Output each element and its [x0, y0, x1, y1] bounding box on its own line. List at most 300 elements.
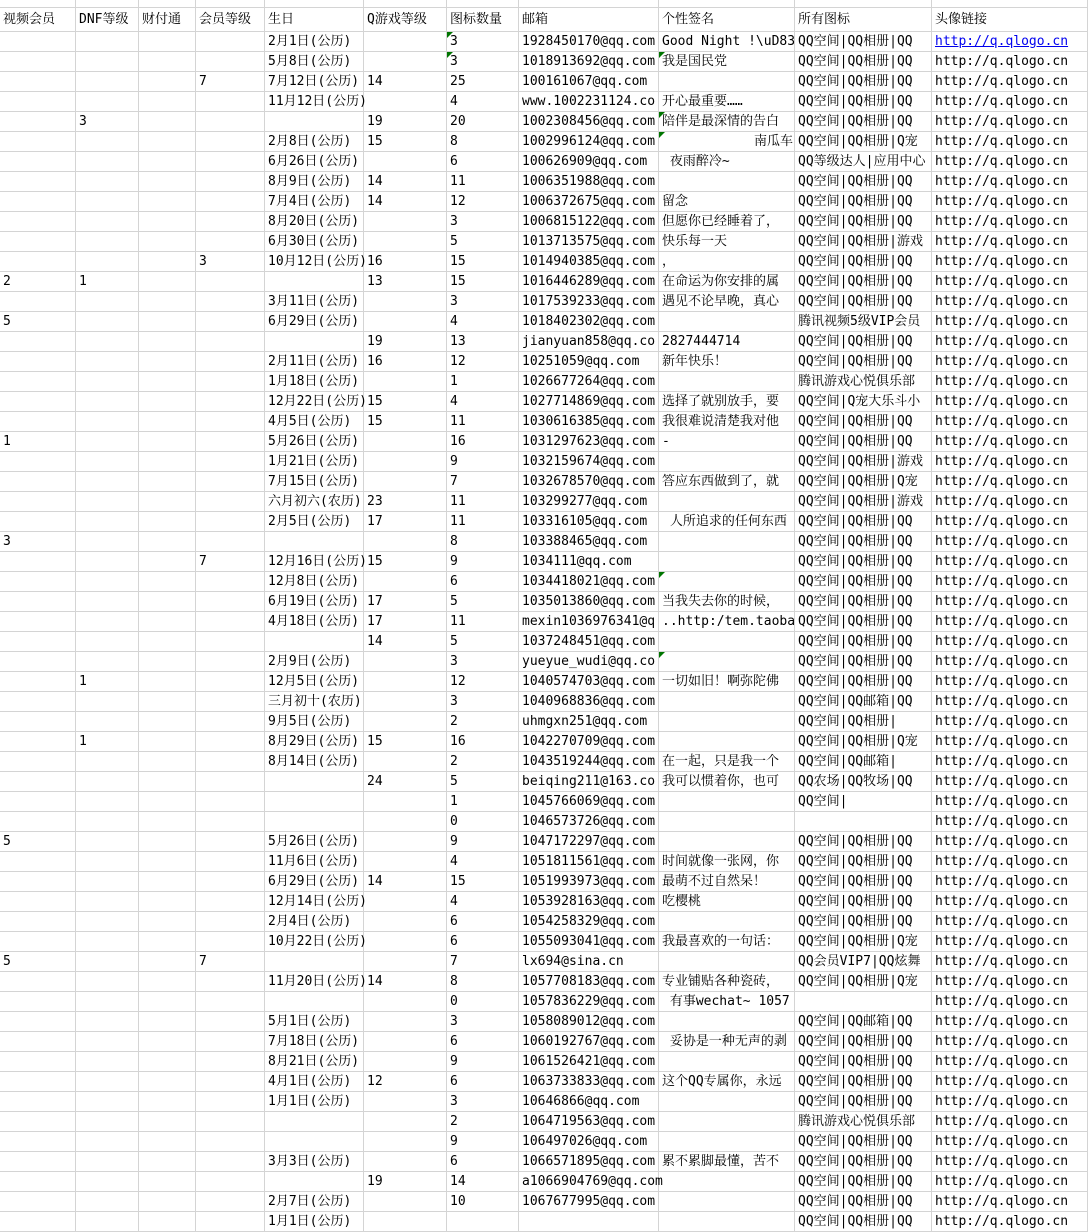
- cell-all-icons[interactable]: QQ空间|QQ相册|QQ: [795, 1192, 932, 1212]
- cell-qgame-level[interactable]: [364, 1212, 447, 1232]
- cell-video-vip[interactable]: [0, 892, 76, 912]
- cell-tenpay[interactable]: [139, 412, 196, 432]
- cell-all-icons[interactable]: QQ空间|QQ相册|QQ: [795, 1072, 932, 1092]
- cell-qgame-level[interactable]: 12: [364, 1072, 447, 1092]
- cell-birthday[interactable]: [265, 812, 364, 832]
- cell-vip-level[interactable]: [196, 812, 265, 832]
- cell-tenpay[interactable]: [139, 232, 196, 252]
- cell-video-vip[interactable]: [0, 352, 76, 372]
- cell-dnf-level[interactable]: 1: [76, 672, 139, 692]
- cell-icon-count[interactable]: 5: [447, 592, 519, 612]
- cell-email[interactable]: 1042270709@qq.com: [519, 732, 659, 752]
- header-all-icons[interactable]: 所有图标: [795, 8, 932, 32]
- cell-signature[interactable]: [659, 1192, 795, 1212]
- cell-birthday[interactable]: [265, 1132, 364, 1152]
- cell-vip-level[interactable]: [196, 452, 265, 472]
- cell-birthday[interactable]: 11月12日(公历): [265, 92, 364, 112]
- cell-icon-count[interactable]: 16: [447, 432, 519, 452]
- cell-avatar-link[interactable]: http://q.qlogo.cn: [932, 212, 1088, 232]
- cell-dnf-level[interactable]: [76, 1152, 139, 1172]
- cell-qgame-level[interactable]: [364, 892, 447, 912]
- cell-icon-count[interactable]: 25: [447, 72, 519, 92]
- cell-avatar-link[interactable]: http://q.qlogo.cn: [932, 772, 1088, 792]
- cell-video-vip[interactable]: 3: [0, 532, 76, 552]
- cell-email[interactable]: 1017539233@qq.com: [519, 292, 659, 312]
- cell-signature[interactable]: [659, 532, 795, 552]
- cell-birthday[interactable]: 6月19日(公历): [265, 592, 364, 612]
- cell-birthday[interactable]: 5月1日(公历): [265, 1012, 364, 1032]
- cell-signature[interactable]: [659, 372, 795, 392]
- cell-qgame-level[interactable]: [364, 152, 447, 172]
- cell-email[interactable]: 1064719563@qq.com: [519, 1112, 659, 1132]
- cell-vip-level[interactable]: [196, 1192, 265, 1212]
- cell-signature[interactable]: 开心最重要……: [659, 92, 795, 112]
- cell-all-icons[interactable]: QQ空间|QQ相册|QQ: [795, 872, 932, 892]
- header-icon-count[interactable]: 图标数量: [447, 8, 519, 32]
- cell-icon-count[interactable]: 7: [447, 952, 519, 972]
- cell-email[interactable]: 1057708183@qq.com: [519, 972, 659, 992]
- cell-tenpay[interactable]: [139, 572, 196, 592]
- cell-all-icons[interactable]: 腾讯游戏心悦俱乐部: [795, 372, 932, 392]
- cell-all-icons[interactable]: QQ空间|Q宠大乐斗小: [795, 392, 932, 412]
- cell-avatar-link[interactable]: http://q.qlogo.cn: [932, 632, 1088, 652]
- cell-signature[interactable]: 南瓜车: [659, 132, 795, 152]
- cell-icon-count[interactable]: 0: [447, 812, 519, 832]
- cell-vip-level[interactable]: [196, 932, 265, 952]
- cell-qgame-level[interactable]: 17: [364, 512, 447, 532]
- cell-avatar-link[interactable]: http://q.qlogo.cn: [932, 652, 1088, 672]
- cell-email[interactable]: 103299277@qq.com: [519, 492, 659, 512]
- cell-email[interactable]: mexin1036976341@q: [519, 612, 659, 632]
- cell-icon-count[interactable]: 2: [447, 752, 519, 772]
- cell-tenpay[interactable]: [139, 192, 196, 212]
- cell-video-vip[interactable]: [0, 792, 76, 812]
- cell-all-icons[interactable]: QQ空间|QQ相册|QQ: [795, 1132, 932, 1152]
- cell-all-icons[interactable]: QQ空间|QQ相册|游戏: [795, 492, 932, 512]
- cell-all-icons[interactable]: QQ空间|QQ相册|游戏: [795, 232, 932, 252]
- header-email[interactable]: 邮箱: [519, 8, 659, 32]
- cell-video-vip[interactable]: [0, 92, 76, 112]
- cell-icon-count[interactable]: 4: [447, 92, 519, 112]
- cell-avatar-link[interactable]: http://q.qlogo.cn: [932, 892, 1088, 912]
- cell-icon-count[interactable]: 8: [447, 132, 519, 152]
- cell-all-icons[interactable]: QQ空间|QQ相册|QQ: [795, 252, 932, 272]
- cell-birthday[interactable]: 7月15日(公历): [265, 472, 364, 492]
- cell-signature[interactable]: 妥协是一种无声的剥: [659, 1032, 795, 1052]
- cell-vip-level[interactable]: [196, 772, 265, 792]
- cell-email[interactable]: [519, 1212, 659, 1232]
- cell-dnf-level[interactable]: [76, 1172, 139, 1192]
- cell-dnf-level[interactable]: [76, 32, 139, 52]
- cell-email[interactable]: jianyuan858@qq.co: [519, 332, 659, 352]
- cell-all-icons[interactable]: QQ空间|QQ相册|QQ: [795, 912, 932, 932]
- cell-signature[interactable]: 陪伴是最深情的告白: [659, 112, 795, 132]
- cell-icon-count[interactable]: 3: [447, 692, 519, 712]
- cell-avatar-link[interactable]: http://q.qlogo.cn: [932, 1072, 1088, 1092]
- cell-vip-level[interactable]: [196, 672, 265, 692]
- cell-signature[interactable]: [659, 452, 795, 472]
- cell-tenpay[interactable]: [139, 1112, 196, 1132]
- cell-dnf-level[interactable]: [76, 1192, 139, 1212]
- cell-avatar-link[interactable]: http://q.qlogo.cn: [932, 992, 1088, 1012]
- cell-video-vip[interactable]: [0, 912, 76, 932]
- cell-tenpay[interactable]: [139, 112, 196, 132]
- cell-vip-level[interactable]: [196, 332, 265, 352]
- cell-birthday[interactable]: 4月1日(公历): [265, 1072, 364, 1092]
- cell-birthday[interactable]: 8月14日(公历): [265, 752, 364, 772]
- cell-qgame-level[interactable]: 15: [364, 392, 447, 412]
- cell-tenpay[interactable]: [139, 692, 196, 712]
- cell-birthday[interactable]: [265, 272, 364, 292]
- cell-dnf-level[interactable]: [76, 72, 139, 92]
- cell-video-vip[interactable]: 5: [0, 952, 76, 972]
- cell-email[interactable]: 1040968836@qq.com: [519, 692, 659, 712]
- cell-avatar-link[interactable]: http://q.qlogo.cn: [932, 532, 1088, 552]
- cell-birthday[interactable]: [265, 1172, 364, 1192]
- cell-icon-count[interactable]: 20: [447, 112, 519, 132]
- cell-video-vip[interactable]: [0, 492, 76, 512]
- cell-avatar-link[interactable]: http://q.qlogo.cn: [932, 512, 1088, 532]
- cell-signature[interactable]: [659, 832, 795, 852]
- cell-email[interactable]: yueyue_wudi@qq.co: [519, 652, 659, 672]
- cell-icon-count[interactable]: 5: [447, 232, 519, 252]
- cell-birthday[interactable]: 12月16日(公历): [265, 552, 364, 572]
- cell-qgame-level[interactable]: [364, 672, 447, 692]
- cell-tenpay[interactable]: [139, 1172, 196, 1192]
- cell-tenpay[interactable]: [139, 892, 196, 912]
- cell-vip-level[interactable]: [196, 92, 265, 112]
- cell-qgame-level[interactable]: 15: [364, 552, 447, 572]
- cell-icon-count[interactable]: 11: [447, 412, 519, 432]
- cell-icon-count[interactable]: 6: [447, 1072, 519, 1092]
- cell-email[interactable]: 1030616385@qq.com: [519, 412, 659, 432]
- cell-signature[interactable]: [659, 712, 795, 732]
- cell-all-icons[interactable]: QQ空间|QQ相册|QQ: [795, 332, 932, 352]
- cell-birthday[interactable]: 7月18日(公历): [265, 1032, 364, 1052]
- cell-tenpay[interactable]: [139, 132, 196, 152]
- cell-icon-count[interactable]: 12: [447, 672, 519, 692]
- cell-all-icons[interactable]: QQ空间|QQ相册|QQ: [795, 412, 932, 432]
- cell-vip-level[interactable]: [196, 792, 265, 812]
- cell-birthday[interactable]: 1月1日(公历): [265, 1212, 364, 1232]
- cell-qgame-level[interactable]: [364, 1152, 447, 1172]
- cell-dnf-level[interactable]: [76, 292, 139, 312]
- cell-all-icons[interactable]: QQ空间|QQ相册|QQ: [795, 612, 932, 632]
- cell-birthday[interactable]: 7月4日(公历): [265, 192, 364, 212]
- cell-email[interactable]: 1018402302@qq.com: [519, 312, 659, 332]
- cell-dnf-level[interactable]: [76, 932, 139, 952]
- cell-dnf-level[interactable]: [76, 532, 139, 552]
- cell-signature[interactable]: [659, 1112, 795, 1132]
- cell-qgame-level[interactable]: [364, 432, 447, 452]
- cell-vip-level[interactable]: [196, 852, 265, 872]
- cell-birthday[interactable]: 2月7日(公历): [265, 1192, 364, 1212]
- cell-signature[interactable]: 人所追求的任何东西: [659, 512, 795, 532]
- cell-icon-count[interactable]: 6: [447, 1152, 519, 1172]
- cell-birthday[interactable]: 12月22日(公历): [265, 392, 364, 412]
- cell-video-vip[interactable]: [0, 1192, 76, 1212]
- cell-avatar-link[interactable]: http://q.qlogo.cn: [932, 572, 1088, 592]
- cell-email[interactable]: 1018913692@qq.com: [519, 52, 659, 72]
- cell-email[interactable]: 1032678570@qq.com: [519, 472, 659, 492]
- cell-video-vip[interactable]: [0, 652, 76, 672]
- cell-icon-count[interactable]: 3: [447, 1092, 519, 1112]
- cell-video-vip[interactable]: [0, 372, 76, 392]
- cell-tenpay[interactable]: [139, 1132, 196, 1152]
- cell-tenpay[interactable]: [139, 652, 196, 672]
- cell-birthday[interactable]: 六月初六(农历): [265, 492, 364, 512]
- cell-birthday[interactable]: 12月5日(公历): [265, 672, 364, 692]
- cell-birthday[interactable]: 12月8日(公历): [265, 572, 364, 592]
- cell-icon-count[interactable]: 9: [447, 452, 519, 472]
- cell-video-vip[interactable]: [0, 852, 76, 872]
- cell-video-vip[interactable]: [0, 1052, 76, 1072]
- cell-email[interactable]: 1002996124@qq.com: [519, 132, 659, 152]
- cell-all-icons[interactable]: QQ空间|QQ相册|QQ: [795, 32, 932, 52]
- cell-vip-level[interactable]: [196, 1092, 265, 1112]
- cell-video-vip[interactable]: [0, 752, 76, 772]
- cell-icon-count[interactable]: 4: [447, 312, 519, 332]
- cell-signature[interactable]: [659, 812, 795, 832]
- cell-vip-level[interactable]: [196, 892, 265, 912]
- cell-all-icons[interactable]: QQ空间|QQ相册|QQ: [795, 1092, 932, 1112]
- cell-qgame-level[interactable]: [364, 1132, 447, 1152]
- cell-vip-level[interactable]: [196, 352, 265, 372]
- cell-birthday[interactable]: 10月22日(公历): [265, 932, 364, 952]
- cell-vip-level[interactable]: 7: [196, 952, 265, 972]
- cell-icon-count[interactable]: 1: [447, 372, 519, 392]
- cell-dnf-level[interactable]: [76, 1132, 139, 1152]
- cell-video-vip[interactable]: [0, 612, 76, 632]
- cell-signature[interactable]: Good Night !\uD83: [659, 32, 795, 52]
- cell-icon-count[interactable]: 1: [447, 792, 519, 812]
- cell-icon-count[interactable]: 3: [447, 52, 519, 72]
- cell-email[interactable]: 1051993973@qq.com: [519, 872, 659, 892]
- cell-tenpay[interactable]: [139, 212, 196, 232]
- cell-dnf-level[interactable]: [76, 692, 139, 712]
- cell-dnf-level[interactable]: [76, 1092, 139, 1112]
- cell-email[interactable]: 1027714869@qq.com: [519, 392, 659, 412]
- cell-video-vip[interactable]: [0, 972, 76, 992]
- cell-email[interactable]: 1054258329@qq.com: [519, 912, 659, 932]
- cell-video-vip[interactable]: [0, 232, 76, 252]
- cell-signature[interactable]: [659, 792, 795, 812]
- cell-tenpay[interactable]: [139, 832, 196, 852]
- cell-birthday[interactable]: [265, 532, 364, 552]
- cell-birthday[interactable]: [265, 112, 364, 132]
- header-avatar-link[interactable]: 头像链接: [932, 8, 1088, 32]
- cell-dnf-level[interactable]: [76, 132, 139, 152]
- cell-signature[interactable]: [659, 1052, 795, 1072]
- cell-email[interactable]: 1928450170@qq.com: [519, 32, 659, 52]
- cell-video-vip[interactable]: [0, 52, 76, 72]
- cell-signature[interactable]: 最萌不过自然呆！: [659, 872, 795, 892]
- cell-video-vip[interactable]: [0, 1072, 76, 1092]
- cell-avatar-link[interactable]: http://q.qlogo.cn: [932, 852, 1088, 872]
- cell-icon-count[interactable]: 3: [447, 1012, 519, 1032]
- cell-all-icons[interactable]: QQ空间|QQ相册|QQ: [795, 1032, 932, 1052]
- cell-icon-count[interactable]: 9: [447, 832, 519, 852]
- cell-all-icons[interactable]: QQ空间|QQ相册|QQ: [795, 112, 932, 132]
- cell-all-icons[interactable]: QQ空间|QQ相册|: [795, 712, 932, 732]
- cell-tenpay[interactable]: [139, 352, 196, 372]
- cell-tenpay[interactable]: [139, 332, 196, 352]
- cell-birthday[interactable]: 6月29日(公历): [265, 312, 364, 332]
- header-birthday[interactable]: 生日: [265, 8, 364, 32]
- cell-signature[interactable]: [659, 632, 795, 652]
- cell-avatar-link[interactable]: http://q.qlogo.cn: [932, 732, 1088, 752]
- cell-avatar-link[interactable]: http://q.qlogo.cn: [932, 72, 1088, 92]
- cell-icon-count[interactable]: 3: [447, 292, 519, 312]
- cell-email[interactable]: 1014940385@qq.com: [519, 252, 659, 272]
- cell-avatar-link[interactable]: http://q.qlogo.cn: [932, 832, 1088, 852]
- cell-qgame-level[interactable]: [364, 572, 447, 592]
- cell-qgame-level[interactable]: 17: [364, 592, 447, 612]
- cell-icon-count[interactable]: 11: [447, 612, 519, 632]
- cell-vip-level[interactable]: [196, 1112, 265, 1132]
- cell-all-icons[interactable]: QQ空间|QQ相册|QQ: [795, 72, 932, 92]
- cell-vip-level[interactable]: [196, 572, 265, 592]
- cell-icon-count[interactable]: 4: [447, 892, 519, 912]
- cell-vip-level[interactable]: [196, 732, 265, 752]
- cell-video-vip[interactable]: [0, 632, 76, 652]
- cell-all-icons[interactable]: QQ空间|: [795, 792, 932, 812]
- cell-vip-level[interactable]: [196, 1212, 265, 1232]
- cell-birthday[interactable]: 7月12日(公历): [265, 72, 364, 92]
- cell-vip-level[interactable]: [196, 992, 265, 1012]
- cell-dnf-level[interactable]: [76, 352, 139, 372]
- cell-qgame-level[interactable]: 14: [364, 972, 447, 992]
- cell-qgame-level[interactable]: [364, 292, 447, 312]
- cell-all-icons[interactable]: QQ空间|QQ相册|QQ: [795, 1152, 932, 1172]
- cell-signature[interactable]: [659, 692, 795, 712]
- cell-all-icons[interactable]: QQ空间|QQ相册|QQ: [795, 532, 932, 552]
- cell-signature[interactable]: -: [659, 432, 795, 452]
- cell-signature[interactable]: [659, 572, 795, 592]
- cell-tenpay[interactable]: [139, 452, 196, 472]
- cell-birthday[interactable]: 5月8日(公历): [265, 52, 364, 72]
- cell-dnf-level[interactable]: [76, 432, 139, 452]
- cell-avatar-link[interactable]: http://q.qlogo.cn: [932, 1152, 1088, 1172]
- cell-all-icons[interactable]: QQ空间|QQ相册|QQ: [795, 1212, 932, 1232]
- cell-dnf-level[interactable]: [76, 1052, 139, 1072]
- cell-tenpay[interactable]: [139, 392, 196, 412]
- cell-tenpay[interactable]: [139, 812, 196, 832]
- cell-vip-level[interactable]: [196, 612, 265, 632]
- cell-video-vip[interactable]: 5: [0, 832, 76, 852]
- cell-birthday[interactable]: [265, 1112, 364, 1132]
- cell-qgame-level[interactable]: [364, 1052, 447, 1072]
- cell-tenpay[interactable]: [139, 272, 196, 292]
- cell-tenpay[interactable]: [139, 712, 196, 732]
- cell-signature[interactable]: 时间就像一张网，你: [659, 852, 795, 872]
- cell-signature[interactable]: [659, 1092, 795, 1112]
- cell-tenpay[interactable]: [139, 312, 196, 332]
- cell-email[interactable]: 1067677995@qq.com: [519, 1192, 659, 1212]
- cell-tenpay[interactable]: [139, 1212, 196, 1232]
- cell-vip-level[interactable]: [196, 912, 265, 932]
- cell-all-icons[interactable]: 腾讯游戏心悦俱乐部: [795, 1112, 932, 1132]
- cell-email[interactable]: 1002308456@qq.com: [519, 112, 659, 132]
- cell-tenpay[interactable]: [139, 912, 196, 932]
- cell-email[interactable]: 1032159674@qq.com: [519, 452, 659, 472]
- cell-dnf-level[interactable]: [76, 452, 139, 472]
- cell-tenpay[interactable]: [139, 432, 196, 452]
- cell-video-vip[interactable]: [0, 732, 76, 752]
- cell-avatar-link[interactable]: http://q.qlogo.cn: [932, 272, 1088, 292]
- cell-email[interactable]: 100626909@qq.com: [519, 152, 659, 172]
- cell-email[interactable]: uhmgxn251@qq.com: [519, 712, 659, 732]
- cell-birthday[interactable]: 3月11日(公历): [265, 292, 364, 312]
- cell-avatar-link[interactable]: http://q.qlogo.cn: [932, 912, 1088, 932]
- cell-qgame-level[interactable]: [364, 912, 447, 932]
- cell-email[interactable]: 1040574703@qq.com: [519, 672, 659, 692]
- cell-qgame-level[interactable]: 19: [364, 332, 447, 352]
- cell-birthday[interactable]: 2月9日(公历): [265, 652, 364, 672]
- cell-vip-level[interactable]: [196, 192, 265, 212]
- cell-all-icons[interactable]: QQ空间|QQ相册|QQ: [795, 92, 932, 112]
- header-dnf-level[interactable]: DNF等级: [76, 8, 139, 32]
- cell-email[interactable]: 1053928163@qq.com: [519, 892, 659, 912]
- cell-avatar-link[interactable]: http://q.qlogo.cn: [932, 612, 1088, 632]
- cell-signature[interactable]: 留念: [659, 192, 795, 212]
- cell-qgame-level[interactable]: [364, 1112, 447, 1132]
- cell-email[interactable]: 1060192767@qq.com: [519, 1032, 659, 1052]
- cell-qgame-level[interactable]: [364, 832, 447, 852]
- cell-avatar-link[interactable]: http://q.qlogo.cn: [932, 412, 1088, 432]
- cell-video-vip[interactable]: [0, 172, 76, 192]
- cell-dnf-level[interactable]: [76, 1212, 139, 1232]
- cell-signature[interactable]: [659, 312, 795, 332]
- cell-video-vip[interactable]: [0, 1212, 76, 1232]
- cell-tenpay[interactable]: [139, 872, 196, 892]
- cell-birthday[interactable]: [265, 792, 364, 812]
- cell-dnf-level[interactable]: [76, 592, 139, 612]
- cell-avatar-link[interactable]: http://q.qlogo.cn: [932, 432, 1088, 452]
- cell-vip-level[interactable]: [196, 1032, 265, 1052]
- cell-video-vip[interactable]: [0, 572, 76, 592]
- cell-birthday[interactable]: [265, 772, 364, 792]
- cell-video-vip[interactable]: [0, 212, 76, 232]
- cell-vip-level[interactable]: [196, 1152, 265, 1172]
- cell-tenpay[interactable]: [139, 492, 196, 512]
- cell-qgame-level[interactable]: [364, 712, 447, 732]
- cell-qgame-level[interactable]: [364, 792, 447, 812]
- cell-signature[interactable]: ..http:/tem.taoba: [659, 612, 795, 632]
- cell-birthday[interactable]: 10月12日(公历): [265, 252, 364, 272]
- cell-avatar-link[interactable]: http://q.qlogo.cn: [932, 1172, 1088, 1192]
- cell-email[interactable]: 1037248451@qq.com: [519, 632, 659, 652]
- cell-birthday[interactable]: 1月21日(公历): [265, 452, 364, 472]
- cell-signature[interactable]: 这个QQ专属你，永远: [659, 1072, 795, 1092]
- cell-qgame-level[interactable]: 15: [364, 412, 447, 432]
- cell-qgame-level[interactable]: [364, 312, 447, 332]
- cell-vip-level[interactable]: [196, 492, 265, 512]
- cell-tenpay[interactable]: [139, 992, 196, 1012]
- cell-avatar-link[interactable]: http://q.qlogo.cn: [932, 552, 1088, 572]
- cell-video-vip[interactable]: [0, 672, 76, 692]
- cell-signature[interactable]: [659, 1132, 795, 1152]
- cell-qgame-level[interactable]: [364, 232, 447, 252]
- cell-birthday[interactable]: 6月29日(公历): [265, 872, 364, 892]
- cell-tenpay[interactable]: [139, 1072, 196, 1092]
- cell-video-vip[interactable]: [0, 1152, 76, 1172]
- cell-all-icons[interactable]: QQ空间|QQ相册|QQ: [795, 192, 932, 212]
- cell-signature[interactable]: 专业铺贴各种瓷砖，: [659, 972, 795, 992]
- cell-icon-count[interactable]: [447, 1212, 519, 1232]
- cell-avatar-link[interactable]: http://q.qlogo.cn: [932, 192, 1088, 212]
- cell-tenpay[interactable]: [139, 732, 196, 752]
